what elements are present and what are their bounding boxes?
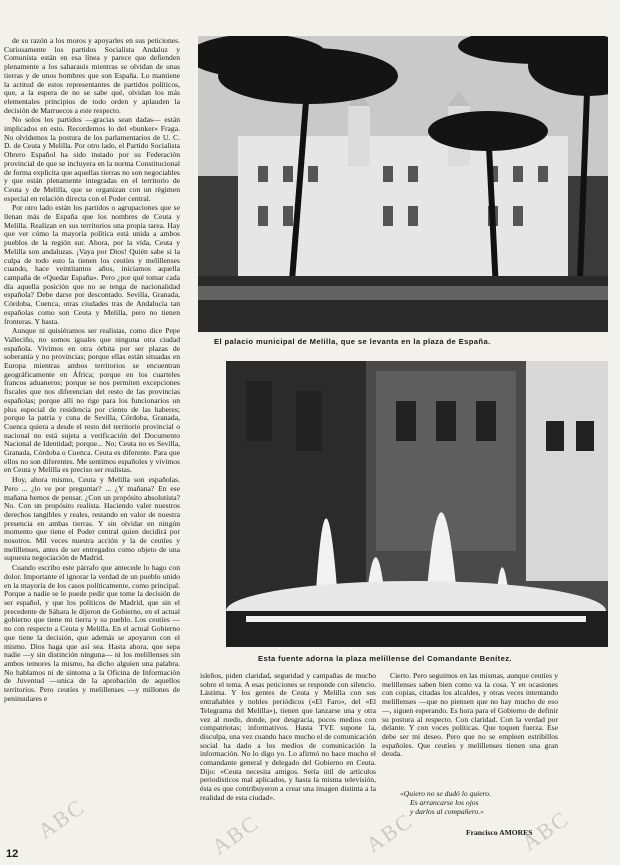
article-paragraph: Hoy, ahora mismo, Ceuta y Melilla son españolas. Pero ... ¿lo ve por preguntar? ... ¿Y mañana? En ese mañana hemos de pensar. ¿Con un propósito absolutista? No. Con un propósito realista. Haciendo valer nuestros derechos tangibles y reales, restando en valor de nuestra presencia en ambas tierras. Y sin olvidar en ningún momento que tiene el Poder central quien decidirá por nosotros. Mil veces nuestra acción y la de ceutíes y melillenses, antes de ser entregados como objeto de una supuesta negociación de Madrid. [4, 475, 180, 563]
bottom-photo-caption: Esta fuente adorna la plaza melillense del Comandante Benítez. [258, 654, 512, 663]
abc-watermark: ABC [361, 807, 418, 858]
article-paragraph: Por otro lado están los partidos o agrupaciones que se llenan más de España que los nombres de Ceuta y Melilla. Realizan en sus territorios una propia tarea. Hay que ver cómo la mayoría política está unida a ambos pueblos de la región sur. Ahora, por la vida, Ceuta y Melilla son andaluzas. ¡Vaya por Dios! Quién sabe si la culpa de todo esto la tienen los ceutíes y melillenses cuando, hace veintitantos años, iniciamos aquella campaña de «Quedar España». Pero ¿por qué tomar cada día aquella posición que no se tenga de nacionalidad española? Debe darse por descontado. Sevilla, Granada, Córdoba, Cuenca, otras ciudades tras de Andalucía tan españolas como son Ceuta y Melilla, pero no tienen fronteras. Y basta. [4, 203, 180, 326]
article-paragraph: Cierto. Pero seguimos en las mismas, aunque ceutíes y melillenses saben bien como va la cosa. Y en ocasiones con copias, citadas los alcaldes, y otras veces intentando melillenses —que no piensen que no hay mucho de eso—, siguen esperando. Es hora para el Gobierno de definir su postura al respecto. Con claridad. Con la verdad por delante. Y con voces políticas. Que toquen fuerza. Ese debe ser mi deseo. Pero que no se empleen estribillos españoles. Que ceutíes y melillenses tienen una gran deuda. [382, 672, 558, 759]
article-paragraph: isleños, piden claridad, seguridad y campañas de mucho sobre el tema. A esas peticiones se responde con silencio. Lástima. Y los gentes de Ceuta y Melilla con sus entrañables y nobles periódicos («El Faro», del «El Telegrama del Melilla»), tienen que lanzarse una y otra vez al ruedo, donde, por desgracia, pocos medios con compatriotas; informativos. Hasta TVE supone la, disculpa, una vez cuando hace mucho el de comunicación social ha dado a los medios de comunicación la información. No lo digo yo. Lo afirmó no hace mucho el comandante general y delegado del Gobierno en Ceuta. Dijo: «Ceuta necesita amigos. Sería útil de artículos periodísticos mal aplicados, y hasta la misma televisión, ésta es que contribuyeron a crear una imagen distinta a la realidad de esta ciudad». [200, 672, 376, 802]
author-signature: Francisco AMORES [466, 828, 533, 837]
verse-line: y darlos al compañero.» [410, 807, 484, 816]
verse-line: Es arrancarse los ojos [410, 798, 479, 807]
article-paragraph: No solos los partidos —gracias sean dadas— están implicados en esto. Recordemos lo del «bunker» Fraga. No olvidemos la postura de los parlamentarios de U. C. D. de Ceuta y Melilla. Por otro lado, el Partido Socialista Obrero Español ha sido instado por su Federación provincial de que se incluyera en la norma Constitucional de forma explícita que aquellas tierras no son negociables y que están plenamente integradas en el territorio de Ceuta y de Melilla, que se organizan con un régimen especial en relación directa con el Poder central. [4, 115, 180, 203]
town-hall-illustration [198, 36, 608, 332]
abc-watermark: ABC [517, 805, 574, 856]
fountain-illustration [226, 361, 608, 647]
melilla-town-hall-photo [198, 36, 608, 332]
fountain-photo [226, 361, 608, 647]
article-paragraph: Aunque ni quisiéramos ser realistas, como dice Pepe Valleciño, no somos iguales que ninguna otra ciudad española. Vivimos en otra órbita por ser plazas de soberanía y no provincias; porque ellas están situadas en Europa mientras ambos territorios se encuentran geográficamente en África; porque en los cuarteles francos aduaneros; porque se nos permiten excepciones fiscales que nos diferencian del resto de las provincias españolas; porque allí no rige para los funcionarios un plus especial de residencia por ciento de las haberes; porque la patria y cuna de Sevilla, Córdoba, Granada, Cuenca quiera a desde el resto del territorio provincial o nacional no está sujeta a verificación del Documento Nacional de Identidad; porque... No; Ceuta no es Sevilla, Granada, Córdoba o Cuenca. Ceuta es diferente. Para que ellos no son diferentes. Me sentimos españoles y vivimos en Ceuta y Melilla es preciso ser realistas. [4, 326, 180, 475]
bottom-right-column [382, 672, 558, 786]
article-paragraph: de su razón a los moros y apoyarles en sus peticiones. Curiosamente los partidos Socialista Andaluz y Comunista están en esa línea y parece que defienden plenamente a los saharauis mientras se olvidan de unas tierras y de unos hombres que son España. Lo mantiene la actitud de estos representantes de partidos políticos, que, a la espera de no se sabe qué, olvidan los más elementales principios de todo orden y aplauden la decisión de Marruecos a este respecto. [4, 37, 180, 115]
page-number: 12 [6, 848, 19, 860]
abc-watermark: ABC [33, 793, 90, 844]
abc-watermark: ABC [207, 809, 264, 860]
verse-line: «Quiero no se dudó lo quiero. [400, 789, 491, 798]
article-paragraph: Cuando escribo este párrafo que antecede lo hago con dolor. Importante el ignorar la verdad de un pueblo unido en la mayoría de los casos políticamente, como principal. Porque a nadie se le puede pedir que tome la decisión de ser español, y que los políticos de Madrid, que sin el precedente de Sáhara le dijeron de Gobierno, en el actual gobierno que tiene mi tierra y su pueblo. Los ceutíes —no con respecto a Ceuta y Melilla. En el actual Gobierno que tiene la decisión, que además se apoyaron con el mismo. Dios haga que así sea. Hasta ahora, que sepa nadie —y sin distinción ninguna— ni los melillenses sin ambos temores la mismo, ha dicho alguien una palabra. No hablamos ni de sintoma a la Oficina de Información de Juventud —unica de la aprobación de aquellos territorios. Pero ceutíes y melillenses —y millones de peninsulares e [4, 563, 180, 703]
left-article-column [4, 37, 180, 721]
top-photo-caption: El palacio municipal de Melilla, que se levanta en la plaza de España. [214, 337, 491, 346]
closing-verse [400, 789, 560, 816]
